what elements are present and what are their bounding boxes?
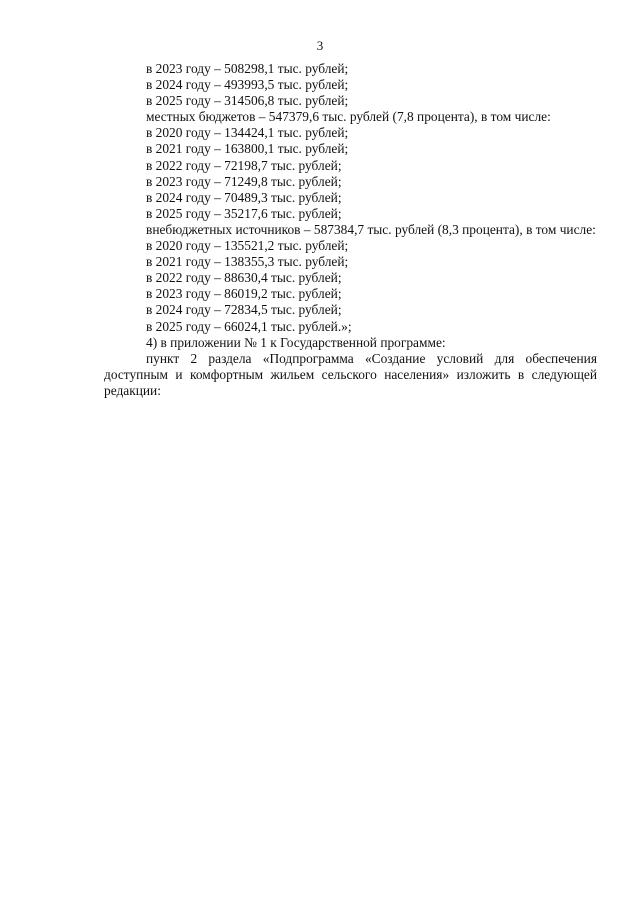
paragraph-offbudget: внебюджетных источников – 587384,7 тыс. рублей (8,3 процента), в том числе: xyxy=(146,221,596,237)
page-number: 3 xyxy=(316,38,324,53)
text-line: в 2024 году – 493993,5 тыс. рублей; xyxy=(146,77,349,93)
text-line: в 2024 году – 72834,5 тыс. рублей; xyxy=(146,302,342,318)
text-line: в 2020 году – 134424,1 тыс. рублей; xyxy=(146,125,349,141)
text-line: в 2025 году – 35217,6 тыс. рублей; xyxy=(146,205,342,221)
text-line: 4) в приложении № 1 к Государственной программе: xyxy=(146,334,446,350)
paragraph-final: пункт 2 раздела «Подпрограмма «Создание условий для обеспечения доступным и комфортным жильем сельского населения» изложить в следующей редакции: xyxy=(104,350,597,398)
text-line: в 2022 году – 72198,7 тыс. рублей; xyxy=(146,157,342,173)
text-line: в 2023 году – 71249,8 тыс. рублей; xyxy=(146,173,342,189)
text-line: в 2021 году – 138355,3 тыс. рублей; xyxy=(146,254,349,270)
text-line: в 2021 году – 163800,1 тыс. рублей; xyxy=(146,141,349,157)
text-line: в 2022 году – 88630,4 тыс. рублей; xyxy=(146,270,342,286)
text-line: в 2025 году – 314506,8 тыс. рублей; xyxy=(146,93,349,109)
text-line: в 2024 году – 70489,3 тыс. рублей; xyxy=(146,189,342,205)
text-line: в 2020 году – 135521,2 тыс. рублей; xyxy=(146,238,349,254)
document-body xyxy=(104,61,597,399)
text-line: в 2025 году – 66024,1 тыс. рублей.»; xyxy=(146,318,352,334)
text-line: в 2023 году – 86019,2 тыс. рублей; xyxy=(146,286,342,302)
text-line: в 2023 году – 508298,1 тыс. рублей; xyxy=(146,61,349,76)
text-line: местных бюджетов – 547379,6 тыс. рублей (7,8 процента), в том числе: xyxy=(146,109,551,125)
